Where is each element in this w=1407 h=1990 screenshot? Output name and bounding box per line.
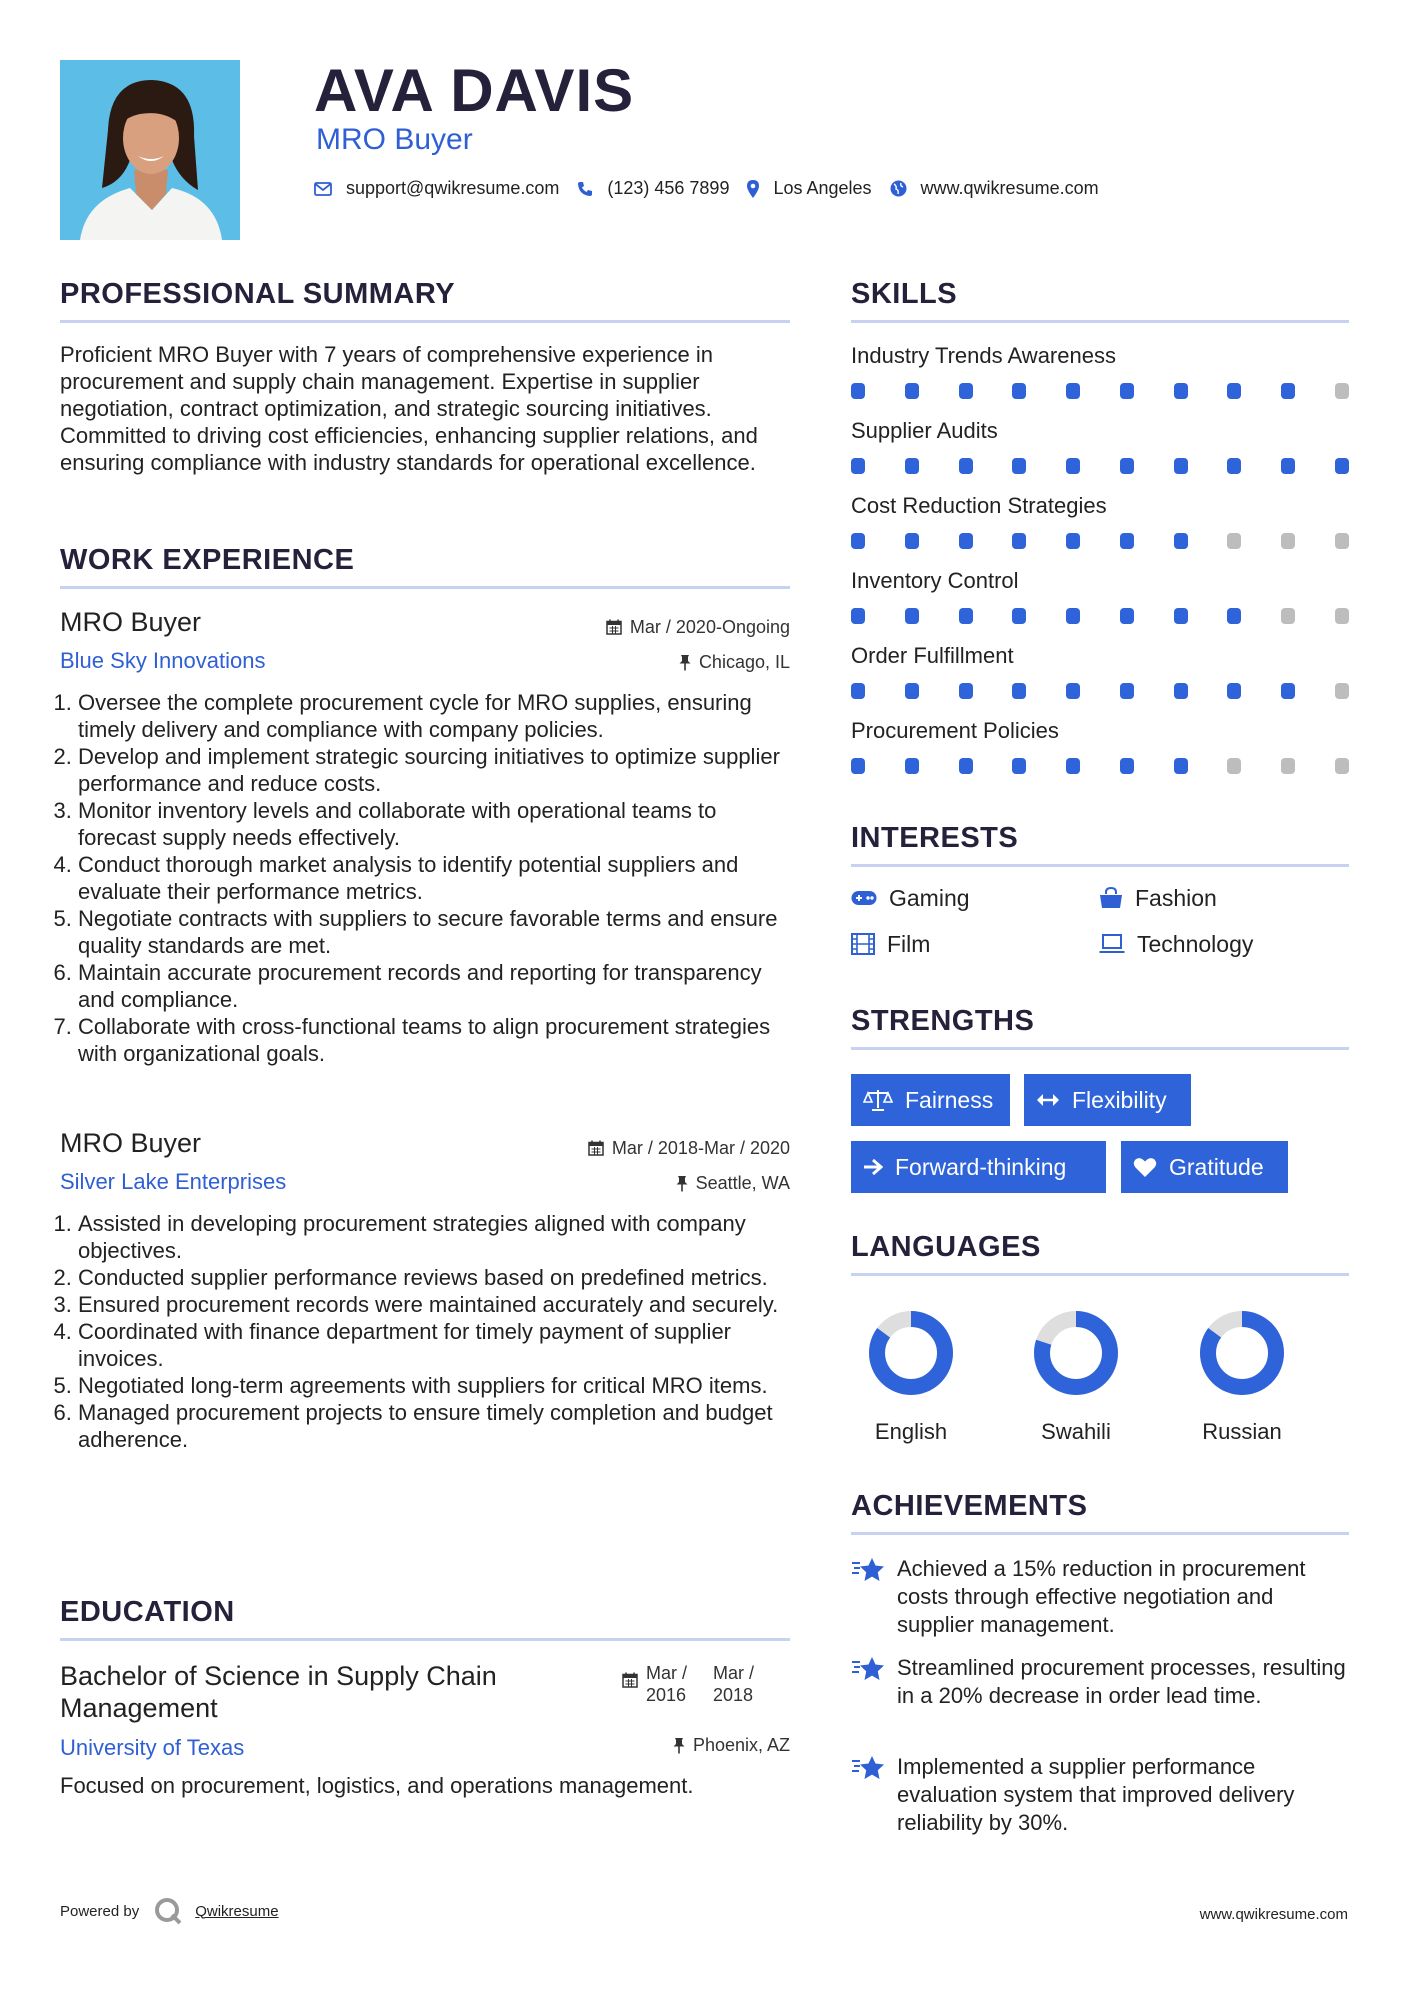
skill-dot-filled bbox=[1012, 458, 1026, 474]
skill-name: Inventory Control bbox=[851, 568, 1019, 593]
education-start-month: Mar / bbox=[646, 1663, 688, 1683]
balance-scale-icon bbox=[863, 1089, 893, 1111]
globe-icon bbox=[890, 180, 907, 197]
skill-rating bbox=[851, 758, 1349, 774]
strength-label: Gratitude bbox=[1169, 1153, 1264, 1180]
shooting-star-icon bbox=[851, 1557, 885, 1583]
strength-label: Flexibility bbox=[1072, 1086, 1167, 1113]
skill-dot-filled bbox=[1066, 608, 1080, 624]
education-start-year: 2016 bbox=[646, 1685, 687, 1705]
contact-phone-text: (123) 456 7899 bbox=[607, 178, 730, 198]
skills-divider bbox=[851, 320, 1349, 323]
list-item: 5. Negotiate contracts with suppliers to secure favorable terms and ensure quality standards are met. bbox=[78, 905, 790, 959]
contact-location-text: Los Angeles bbox=[773, 178, 872, 198]
skill-dot-empty bbox=[1335, 608, 1349, 624]
education-location-text: Phoenix, AZ bbox=[692, 1735, 790, 1755]
language-name: Swahili bbox=[1041, 1419, 1111, 1444]
list-item: 2. Conducted supplier performance reviews based on predefined metrics. bbox=[78, 1264, 790, 1291]
job-company: Silver Lake Enterprises bbox=[60, 1169, 287, 1194]
interest-item bbox=[851, 930, 930, 958]
education-heading: EDUCATION bbox=[60, 1596, 235, 1628]
skill-dot-filled bbox=[959, 758, 973, 774]
skill-dot-filled bbox=[1120, 458, 1134, 474]
map-marker-icon bbox=[747, 180, 759, 198]
skill-dot-filled bbox=[959, 458, 973, 474]
summary-divider bbox=[60, 320, 790, 323]
skill-dot-filled bbox=[1174, 533, 1188, 549]
skill-dot-filled bbox=[1281, 683, 1295, 699]
skill-name: Supplier Audits bbox=[851, 418, 998, 443]
education-end-month: Mar / bbox=[713, 1663, 755, 1683]
strength-badge bbox=[851, 1141, 1106, 1193]
language-donut bbox=[1198, 1309, 1286, 1397]
list-item: 6. Managed procurement projects to ensure timely completion and budget adherence. bbox=[78, 1399, 790, 1453]
footer-powered-by bbox=[60, 1896, 279, 1926]
skill-dot-empty bbox=[1227, 533, 1241, 549]
profile-photo bbox=[60, 60, 240, 240]
list-item: 2. Develop and implement strategic sourcing initiatives to optimize supplier performance and reduce costs. bbox=[78, 743, 790, 797]
interest-item bbox=[1099, 930, 1253, 958]
education-end-year: 2018 bbox=[713, 1685, 754, 1705]
skill-dot-filled bbox=[1012, 533, 1026, 549]
skill-rating bbox=[851, 608, 1349, 624]
languages-heading: LANGUAGES bbox=[851, 1231, 1041, 1263]
interest-item bbox=[1099, 884, 1217, 912]
strength-badge bbox=[1121, 1141, 1288, 1193]
summary-text: Proficient MRO Buyer with 7 years of comprehensive experience in procurement and supply chain management. Expertise in supplier negotiation, contract optimization, and strategic sourcing initiatives. Committed to driving cost efficiencies, enhancing supplier relations, and ensuring compliance with industry standards for operational excellence. bbox=[60, 342, 758, 475]
education-dates bbox=[622, 1662, 754, 1706]
qwikresume-logo-icon bbox=[153, 1896, 183, 1926]
skill-dot-filled bbox=[1227, 383, 1241, 399]
achievement-text: Achieved a 15% reduction in procurement costs through effective negotiation and supplier management. bbox=[897, 1556, 1306, 1637]
phone-icon bbox=[577, 181, 593, 197]
powered-by-text: Powered by bbox=[60, 1902, 140, 1920]
shopping-bag-icon bbox=[1099, 887, 1123, 909]
languages-divider bbox=[851, 1273, 1349, 1276]
candidate-title: MRO Buyer bbox=[316, 123, 473, 156]
skill-dot-filled bbox=[1174, 383, 1188, 399]
interest-label: Gaming bbox=[889, 885, 970, 911]
interest-item bbox=[851, 884, 970, 912]
skill-dot-filled bbox=[851, 383, 865, 399]
skill-dot-filled bbox=[905, 683, 919, 699]
skill-dot-empty bbox=[1281, 758, 1295, 774]
shooting-star-icon bbox=[851, 1656, 885, 1682]
skill-dot-filled bbox=[1174, 758, 1188, 774]
pin-icon bbox=[673, 1737, 685, 1754]
contact-website-text: www.qwikresume.com bbox=[920, 178, 1099, 198]
calendar-icon bbox=[588, 1140, 604, 1156]
job-company: Blue Sky Innovations bbox=[60, 648, 266, 673]
skill-dot-filled bbox=[1120, 383, 1134, 399]
skill-dot-empty bbox=[1335, 533, 1349, 549]
job-location bbox=[679, 651, 790, 673]
skill-dot-filled bbox=[1281, 458, 1295, 474]
interest-label: Technology bbox=[1137, 931, 1254, 957]
skill-dot-filled bbox=[1066, 458, 1080, 474]
skill-dot-filled bbox=[851, 608, 865, 624]
skill-dot-filled bbox=[1066, 683, 1080, 699]
skill-dot-filled bbox=[851, 683, 865, 699]
skill-dot-filled bbox=[1281, 383, 1295, 399]
skill-dot-filled bbox=[1227, 683, 1241, 699]
education-degree: Bachelor of Science in Supply Chain Management bbox=[60, 1661, 497, 1723]
skill-rating bbox=[851, 533, 1349, 549]
skills-heading: SKILLS bbox=[851, 278, 958, 310]
footer-brand-link[interactable]: Qwikresume bbox=[195, 1902, 279, 1920]
list-item: 6. Maintain accurate procurement records and reporting for transparency and compliance. bbox=[78, 959, 790, 1013]
skill-dot-filled bbox=[1120, 758, 1134, 774]
achievements-divider bbox=[851, 1532, 1349, 1535]
skill-name: Order Fulfillment bbox=[851, 643, 1014, 668]
skill-dot-filled bbox=[1066, 533, 1080, 549]
strengths-divider bbox=[851, 1047, 1349, 1050]
strength-label: Forward-thinking bbox=[895, 1153, 1067, 1180]
arrow-right-icon bbox=[863, 1158, 883, 1176]
achievements-heading: ACHIEVEMENTS bbox=[851, 1490, 1088, 1522]
list-item: 3. Monitor inventory levels and collaborate with operational teams to forecast supply needs effectively. bbox=[78, 797, 790, 851]
skill-dot-empty bbox=[1335, 383, 1349, 399]
skill-dot-filled bbox=[1012, 608, 1026, 624]
skill-dot-filled bbox=[959, 683, 973, 699]
pin-icon bbox=[679, 654, 691, 671]
heart-icon bbox=[1133, 1157, 1157, 1178]
education-divider bbox=[60, 1638, 790, 1641]
skill-dot-filled bbox=[905, 533, 919, 549]
film-icon bbox=[851, 933, 875, 955]
language-donut bbox=[867, 1309, 955, 1397]
skill-dot-filled bbox=[1120, 608, 1134, 624]
envelope-icon bbox=[314, 182, 332, 196]
skill-dot-filled bbox=[905, 458, 919, 474]
skill-dot-filled bbox=[959, 608, 973, 624]
strength-label: Fairness bbox=[905, 1086, 994, 1113]
contact-location bbox=[747, 178, 871, 199]
skill-dot-filled bbox=[851, 458, 865, 474]
job-dates-text: Mar / 2018-Mar / 2020 bbox=[611, 1138, 790, 1158]
achievement-item bbox=[851, 1654, 1347, 1710]
job-title: MRO Buyer bbox=[60, 607, 202, 637]
skill-dot-filled bbox=[905, 383, 919, 399]
pin-icon bbox=[676, 1175, 688, 1192]
strength-badge bbox=[1024, 1074, 1191, 1126]
education-school: University of Texas bbox=[60, 1735, 245, 1760]
language-item bbox=[1187, 1309, 1297, 1445]
gamepad-icon bbox=[851, 890, 877, 906]
skill-dot-filled bbox=[1066, 758, 1080, 774]
skill-dot-filled bbox=[1120, 533, 1134, 549]
skill-name: Cost Reduction Strategies bbox=[851, 493, 1107, 518]
language-item bbox=[1021, 1309, 1131, 1445]
language-name: English bbox=[874, 1419, 948, 1444]
job-dates bbox=[588, 1137, 790, 1159]
job-dates bbox=[606, 616, 790, 638]
list-item: 7. Collaborate with cross-functional teams to align procurement strategies with organizational goals. bbox=[78, 1013, 790, 1067]
language-name: Russian bbox=[1202, 1419, 1282, 1444]
skill-dot-empty bbox=[1281, 608, 1295, 624]
list-item: 4. Coordinated with finance department for timely payment of supplier invoices. bbox=[78, 1318, 790, 1372]
arrows-horizontal-icon bbox=[1036, 1093, 1060, 1107]
skill-rating bbox=[851, 683, 1349, 699]
skill-name: Procurement Policies bbox=[851, 718, 1059, 743]
experience-divider bbox=[60, 586, 790, 589]
footer-website[interactable]: www.qwikresume.com bbox=[1199, 1906, 1348, 1923]
calendar-icon bbox=[606, 619, 622, 635]
skill-dot-filled bbox=[1227, 458, 1241, 474]
list-item: 1. Assisted in developing procurement strategies aligned with company objectives. bbox=[78, 1210, 790, 1264]
achievement-text: Implemented a supplier performance evaluation system that improved delivery reliability by 30%. bbox=[897, 1754, 1295, 1835]
profile-photo-illustration bbox=[60, 60, 240, 240]
skill-dot-filled bbox=[959, 533, 973, 549]
skill-dot-empty bbox=[1227, 758, 1241, 774]
language-donut bbox=[1032, 1309, 1120, 1397]
job-location-text: Chicago, IL bbox=[698, 652, 790, 672]
skill-dot-filled bbox=[851, 533, 865, 549]
skill-name: Industry Trends Awareness bbox=[851, 343, 1116, 368]
experience-heading: WORK EXPERIENCE bbox=[60, 544, 355, 576]
skill-dot-filled bbox=[1174, 608, 1188, 624]
skill-dot-filled bbox=[1335, 458, 1349, 474]
summary-heading: PROFESSIONAL SUMMARY bbox=[60, 278, 456, 310]
job-title: MRO Buyer bbox=[60, 1128, 202, 1158]
list-item: 5. Negotiated long-term agreements with suppliers for critical MRO items. bbox=[78, 1372, 790, 1399]
interests-heading: INTERESTS bbox=[851, 822, 1019, 854]
skill-rating bbox=[851, 458, 1349, 474]
skill-dot-filled bbox=[1012, 758, 1026, 774]
strength-badge bbox=[851, 1074, 1010, 1126]
achievement-item bbox=[851, 1753, 1347, 1837]
skill-dot-filled bbox=[959, 383, 973, 399]
list-item: 4. Conduct thorough market analysis to identify potential suppliers and evaluate their performance metrics. bbox=[78, 851, 790, 905]
education-location bbox=[673, 1734, 790, 1756]
calendar-icon bbox=[622, 1672, 638, 1688]
job-duties-list bbox=[60, 1210, 790, 1453]
skill-dot-empty bbox=[1281, 533, 1295, 549]
contact-email-text: support@qwikresume.com bbox=[346, 178, 560, 198]
skill-dot-filled bbox=[1174, 683, 1188, 699]
skill-dot-filled bbox=[851, 758, 865, 774]
contact-bar bbox=[314, 178, 1117, 199]
skill-dot-filled bbox=[1066, 383, 1080, 399]
strengths-heading: STRENGTHS bbox=[851, 1005, 1035, 1037]
laptop-icon bbox=[1099, 934, 1125, 954]
candidate-name: AVA DAVIS bbox=[314, 57, 635, 124]
skill-dot-filled bbox=[905, 608, 919, 624]
skill-dot-filled bbox=[905, 758, 919, 774]
skill-dot-filled bbox=[1120, 683, 1134, 699]
achievement-item bbox=[851, 1555, 1347, 1639]
job-duties-list bbox=[60, 689, 790, 1067]
job-location-text: Seattle, WA bbox=[695, 1173, 790, 1193]
education-description: Focused on procurement, logistics, and operations management. bbox=[60, 1773, 694, 1798]
interest-label: Film bbox=[887, 931, 931, 957]
contact-website[interactable] bbox=[890, 178, 1099, 199]
job-dates-text: Mar / 2020-Ongoing bbox=[629, 617, 790, 637]
contact-email[interactable] bbox=[314, 178, 559, 199]
list-item: 1. Oversee the complete procurement cycle for MRO supplies, ensuring timely delivery and compliance with company policies. bbox=[78, 689, 790, 743]
skill-rating bbox=[851, 383, 1349, 399]
interests-divider bbox=[851, 864, 1349, 867]
skill-dot-filled bbox=[1012, 683, 1026, 699]
list-item: 3. Ensured procurement records were maintained accurately and securely. bbox=[78, 1291, 790, 1318]
achievement-text: Streamlined procurement processes, resulting in a 20% decrease in order lead time. bbox=[897, 1655, 1346, 1708]
interest-label: Fashion bbox=[1135, 885, 1217, 911]
job-location bbox=[676, 1172, 790, 1194]
skill-dot-filled bbox=[1174, 458, 1188, 474]
skill-dot-filled bbox=[1227, 608, 1241, 624]
shooting-star-icon bbox=[851, 1755, 885, 1781]
skill-dot-empty bbox=[1335, 758, 1349, 774]
contact-phone[interactable] bbox=[577, 178, 729, 199]
language-item bbox=[856, 1309, 966, 1445]
skill-dot-empty bbox=[1335, 683, 1349, 699]
skill-dot-filled bbox=[1012, 383, 1026, 399]
